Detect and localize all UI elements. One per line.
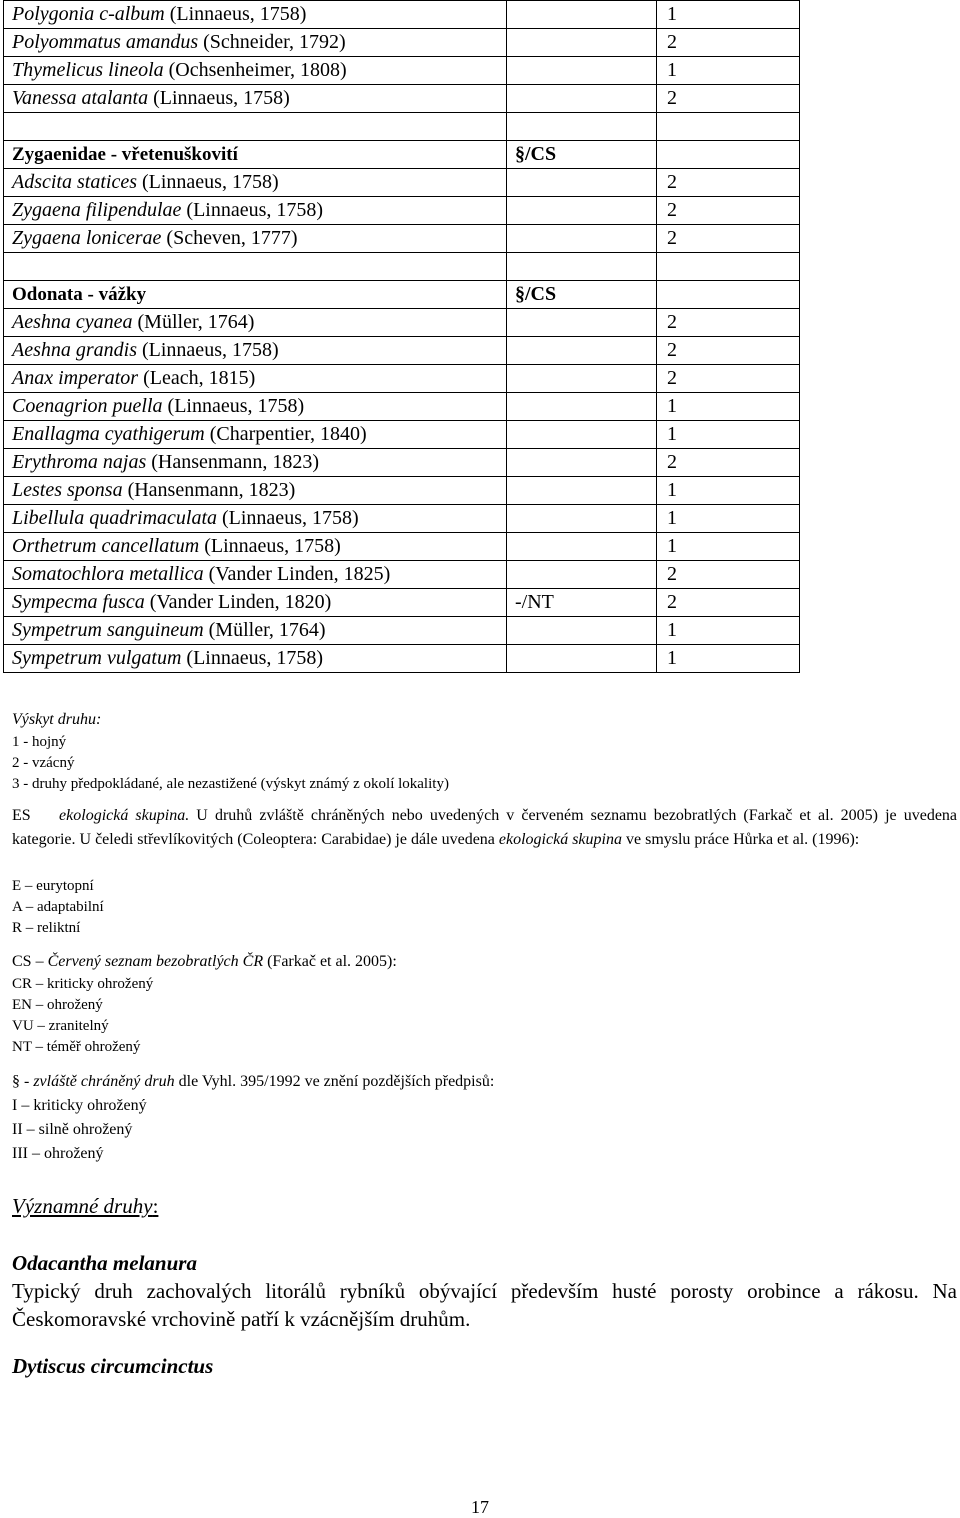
- species-occurrence: 2: [667, 591, 677, 613]
- species-occurrence: 1: [667, 3, 677, 25]
- species-row: [4, 309, 800, 337]
- species-row: [4, 589, 800, 617]
- species-row: [4, 169, 800, 197]
- status-cell: [507, 477, 657, 505]
- species-name: Zygaena lonicerae: [12, 227, 162, 249]
- status-cell: [507, 57, 657, 85]
- occurrence-cell: [657, 365, 800, 393]
- occurrence-cell: [657, 57, 800, 85]
- status-cell: [507, 281, 657, 309]
- species-occurrence: 1: [667, 647, 677, 669]
- occurrence-item: 2 - vzácný: [12, 755, 75, 771]
- species-author: (Charpentier, 1840): [204, 423, 367, 445]
- cs-title: Červený seznam bezobratlých ČR: [47, 953, 264, 970]
- name-cell: [4, 85, 507, 113]
- occurrence-cell: [657, 617, 800, 645]
- species-row: [4, 449, 800, 477]
- protected-heading: [12, 1070, 957, 1094]
- species-row: [4, 393, 800, 421]
- name-cell: [4, 561, 507, 589]
- occurrence-cell: [657, 141, 800, 169]
- species-name: Aeshna grandis: [12, 339, 137, 361]
- family-status: §/CS: [515, 143, 557, 165]
- cs-list: [12, 974, 957, 1058]
- species-occurrence: 1: [667, 535, 677, 557]
- blank-row: [4, 253, 800, 281]
- name-cell: [4, 113, 507, 141]
- species-status: -/NT: [515, 591, 554, 613]
- occurrence-cell: [657, 421, 800, 449]
- status-cell: [507, 1, 657, 29]
- status-cell: [507, 309, 657, 337]
- species-occurrence: 2: [667, 451, 677, 473]
- name-cell: [4, 309, 507, 337]
- occurrence-cell: [657, 225, 800, 253]
- species-author: (Schneider, 1792): [198, 31, 346, 53]
- species-author: (Linnaeus, 1758): [181, 647, 324, 669]
- occurrence-item: 3 - druhy předpokládané, ale nezastižené (výskyt známý z okolí lokality): [12, 776, 449, 792]
- es-item: E – eurytopní: [12, 878, 94, 894]
- notable-colon: :: [152, 1194, 159, 1218]
- protected-list: [12, 1094, 957, 1166]
- occurrence-cell: [657, 337, 800, 365]
- protected-title: zvláště chráněný druh: [33, 1073, 175, 1090]
- status-cell: [507, 393, 657, 421]
- species-name: Thymelicus lineola: [12, 59, 164, 81]
- species-occurrence: 1: [667, 395, 677, 417]
- name-cell: [4, 645, 507, 673]
- name-cell: [4, 141, 507, 169]
- species-row: [4, 645, 800, 673]
- blank-row: [4, 113, 800, 141]
- species-occurrence: 2: [667, 31, 677, 53]
- species-author: (Linnaeus, 1758): [164, 3, 307, 25]
- es-list: [12, 876, 957, 939]
- species-author: (Leach, 1815): [138, 367, 256, 389]
- status-cell: [507, 617, 657, 645]
- name-cell: [4, 253, 507, 281]
- species-author: (Linnaeus, 1758): [136, 171, 279, 193]
- species-row: [4, 85, 800, 113]
- status-cell: [507, 85, 657, 113]
- species-row: [4, 421, 800, 449]
- cs-item: NT – téměř ohrožený: [12, 1039, 141, 1055]
- species-occurrence: 1: [667, 423, 677, 445]
- species-name: Aeshna cyanea: [12, 311, 133, 333]
- cs-item: VU – zranitelný: [12, 1018, 109, 1034]
- occurrence-cell: [657, 309, 800, 337]
- name-cell: [4, 365, 507, 393]
- status-cell: [507, 589, 657, 617]
- name-cell: [4, 57, 507, 85]
- occurrence-cell: [657, 113, 800, 141]
- species-author: (Linnaeus, 1758): [137, 339, 279, 361]
- name-cell: [4, 29, 507, 57]
- paragraph-symbol: § -: [12, 1073, 34, 1090]
- occurrence-legend: [12, 708, 957, 795]
- status-cell: [507, 29, 657, 57]
- status-cell: [507, 449, 657, 477]
- species-row: [4, 197, 800, 225]
- status-cell: [507, 337, 657, 365]
- species-occurrence: 1: [667, 479, 677, 501]
- name-cell: [4, 449, 507, 477]
- species-name: Erythroma najas: [12, 451, 147, 473]
- species-author: (Vander Linden, 1820): [144, 591, 332, 613]
- family-name: Odonata - vážky: [12, 284, 147, 305]
- species-name: Polyommatus amandus: [12, 31, 199, 53]
- name-cell: [4, 197, 507, 225]
- species-author: (Hansenmann, 1823): [146, 451, 319, 473]
- species-author: (Müller, 1764): [132, 311, 255, 333]
- protected-source: dle Vyhl. 395/1992 ve znění pozdějších předpisů:: [174, 1073, 495, 1090]
- cs-item: CR – kriticky ohrožený: [12, 976, 154, 992]
- es-item: R – reliktní: [12, 920, 81, 936]
- occurrence-cell: [657, 253, 800, 281]
- es-text-1: U druhů zvláště chráněných nebo uvedených v červeném seznamu bezobratlých (Farkač et al. 2005) je uvedena kategorie. U čeledi střevlíkovitých (Coleoptera: Carabidae) je dále uvedena: [12, 807, 958, 848]
- species-row: [4, 57, 800, 85]
- species-name: Zygaena filipendulae: [12, 199, 182, 221]
- status-cell: [507, 197, 657, 225]
- page-number: 17: [471, 1497, 489, 1517]
- species-occurrence: 2: [667, 87, 677, 109]
- status-cell: [507, 561, 657, 589]
- species-name: Orthetrum cancellatum: [12, 535, 200, 557]
- family-name: Zygaenidae - vřetenuškovití: [12, 144, 238, 165]
- occurrence-cell: [657, 589, 800, 617]
- occurrence-cell: [657, 561, 800, 589]
- es-paragraph: [12, 804, 957, 852]
- species-row: [4, 1, 800, 29]
- occurrence-title: Výskyt druhu:: [12, 711, 102, 728]
- cs-item: EN – ohrožený: [12, 997, 103, 1013]
- name-cell: [4, 533, 507, 561]
- species-name: Lestes sponsa: [12, 479, 123, 501]
- species-name: Anax imperator: [12, 367, 139, 389]
- name-cell: [4, 421, 507, 449]
- species-author: (Scheven, 1777): [161, 227, 298, 249]
- species-row: [4, 477, 800, 505]
- species-author: (Linnaeus, 1758): [181, 199, 324, 221]
- species-occurrence: 2: [667, 171, 677, 193]
- status-cell: [507, 141, 657, 169]
- name-cell: [4, 477, 507, 505]
- occurrence-cell: [657, 477, 800, 505]
- occurrence-cell: [657, 169, 800, 197]
- species-occurrence: 1: [667, 619, 677, 641]
- species-name: Vanessa atalanta: [12, 87, 149, 109]
- status-cell: [507, 645, 657, 673]
- status-cell: [507, 533, 657, 561]
- occurrence-cell: [657, 85, 800, 113]
- occurrence-cell: [657, 29, 800, 57]
- es-abbr: ES: [12, 807, 31, 824]
- status-cell: [507, 505, 657, 533]
- species-table: [3, 0, 800, 673]
- species-row: [4, 29, 800, 57]
- occurrence-cell: [657, 197, 800, 225]
- cs-heading: [12, 950, 957, 974]
- species-occurrence: 2: [667, 563, 677, 585]
- status-cell: [507, 169, 657, 197]
- species-heading-odacantha: Odacantha melanura: [12, 1251, 197, 1275]
- species-author: (Linnaeus, 1758): [199, 535, 341, 557]
- species-name: Sympecma fusca: [12, 591, 145, 613]
- species-occurrence: 2: [667, 227, 677, 249]
- status-cell: [507, 225, 657, 253]
- es-definition: ekologická skupina.: [59, 807, 190, 824]
- species-name: Somatochlora metallica: [12, 563, 204, 585]
- family-row: [4, 141, 800, 169]
- protected-item: I – kriticky ohrožený: [12, 1097, 147, 1114]
- protected-item: II – silně ohrožený: [12, 1121, 133, 1138]
- occurrence-cell: [657, 449, 800, 477]
- status-cell: [507, 253, 657, 281]
- species-name: Sympetrum sanguineum: [12, 619, 204, 641]
- name-cell: [4, 505, 507, 533]
- species-occurrence: 2: [667, 367, 677, 389]
- occurrence-cell: [657, 505, 800, 533]
- name-cell: [4, 281, 507, 309]
- species-row: [4, 365, 800, 393]
- name-cell: [4, 617, 507, 645]
- occurrence-cell: [657, 645, 800, 673]
- name-cell: [4, 589, 507, 617]
- species-row: [4, 337, 800, 365]
- occurrence-cell: [657, 393, 800, 421]
- es-item: A – adaptabilní: [12, 899, 104, 915]
- name-cell: [4, 337, 507, 365]
- cs-abbr: CS –: [12, 953, 44, 970]
- species-occurrence: 2: [667, 199, 677, 221]
- species-name: Libellula quadrimaculata: [12, 507, 217, 529]
- name-cell: [4, 393, 507, 421]
- notable-title: Významné druhy: [12, 1194, 153, 1218]
- species-description-odacantha: Typický druh zachovalých litorálů rybníků obývající především husté porosty orobince a rákosu. Na Českomoravské vrchovině patří k vzácnějším druhům.: [12, 1279, 957, 1331]
- species-author: (Hansenmann, 1823): [122, 479, 296, 501]
- species-author: (Müller, 1764): [203, 619, 326, 641]
- protected-item: III – ohrožený: [12, 1145, 104, 1162]
- es-text-2: ve smyslu práce Hůrka et al. (1996):: [621, 831, 860, 848]
- species-occurrence: 2: [667, 339, 677, 361]
- es-italic-2: ekologická skupina: [498, 831, 622, 848]
- status-cell: [507, 113, 657, 141]
- species-name: Sympetrum vulgatum: [12, 647, 182, 669]
- species-row: [4, 225, 800, 253]
- name-cell: [4, 169, 507, 197]
- species-name: Adscita statices: [12, 171, 137, 193]
- occurrence-item: 1 - hojný: [12, 734, 67, 750]
- family-status: §/CS: [515, 283, 557, 305]
- species-author: (Ochsenheimer, 1808): [163, 59, 347, 81]
- occurrence-cell: [657, 1, 800, 29]
- species-occurrence: 2: [667, 311, 677, 333]
- species-name: Coenagrion puella: [12, 395, 163, 417]
- species-author: (Linnaeus, 1758): [148, 87, 290, 109]
- species-author: (Linnaeus, 1758): [162, 395, 305, 417]
- name-cell: [4, 1, 507, 29]
- species-name: Polygonia c-album: [12, 3, 165, 25]
- family-row: [4, 281, 800, 309]
- species-row: [4, 617, 800, 645]
- status-cell: [507, 365, 657, 393]
- cs-source: (Farkač et al. 2005):: [263, 953, 397, 970]
- status-cell: [507, 421, 657, 449]
- species-row: [4, 505, 800, 533]
- occurrence-cell: [657, 533, 800, 561]
- species-author: (Vander Linden, 1825): [203, 563, 391, 585]
- species-author: (Linnaeus, 1758): [217, 507, 359, 529]
- species-row: [4, 561, 800, 589]
- notable-heading: [12, 1192, 957, 1220]
- species-occurrence: 1: [667, 59, 677, 81]
- species-heading-dytiscus: Dytiscus circumcinctus: [12, 1354, 214, 1378]
- species-occurrence: 1: [667, 507, 677, 529]
- species-row: [4, 533, 800, 561]
- name-cell: [4, 225, 507, 253]
- occurrence-cell: [657, 281, 800, 309]
- species-name: Enallagma cyathigerum: [12, 423, 205, 445]
